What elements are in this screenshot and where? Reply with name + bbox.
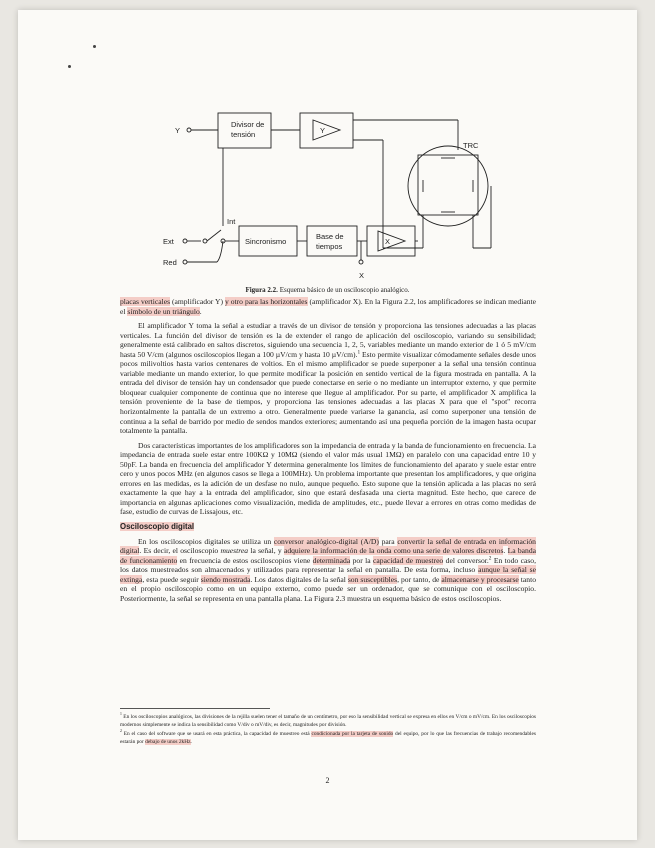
text-run: En todo caso, los datos muestreados son almacenados y utilizados para representar la señal en pantalla. De esta forma, incluso <box>120 555 536 575</box>
paragraph-1 <box>120 297 536 316</box>
text-run: , esta puede seguir <box>142 574 201 584</box>
text-run: En los osciloscopios analógicos, las divisiones de la rejilla suelen tener el tamaño de un centímetro, por eso la sensibilidad vertical se expresa en ellos en V/cm o mV/cm. En los osciloscopios modernos simplemente se indica la sensibilidad como V/div o mV/div, es decir, magnitudes por división. <box>120 714 536 729</box>
speck <box>93 45 96 48</box>
figure-caption-text: Esquema básico de un osciloscopio analógico. <box>277 286 410 294</box>
text-run: . Los datos digitales de la señal <box>250 574 348 584</box>
diagram-label-amp-x: X <box>385 237 391 246</box>
diagram-label-amp-y: Y <box>320 126 326 135</box>
highlight: símbolo de un triángulo <box>127 306 200 316</box>
highlight: adquiere la información de la onda como una serie de valores discretos <box>283 546 504 556</box>
text-run: para <box>378 536 398 546</box>
text-run: Esto permite visualizar cómodamente señales desde unos pocos milivoltios hasta varios centenares de voltios. En el mismo amplificador se puede superponer a la señal una tensión continua variable mediante un mando exterior, lo que permite modificar la posición en sentido vertical de la figura mostrada en pantalla. A la entrada del divisor de tensión hay un condensador que puede conectarse en serie o no mediante un interruptor externo, y que permite bloquear cualquier componente de continua que no interese que llegue al amplificador. Por su parte, el amplificador X amplifica la tensión proveniente de la base de tiempos, y proporciona las tensiones adecuadas a las placas X para que el "spot" recorra horizontalmente la pantalla de un extremo a otro. Generalmente puede variarse la ganancia, así como superponer una tensión de continua a la señal de barrido por medio de sendos mandos exteriores; aumentando así una pequeña porción de la imagen hasta ocupar totalmente la pantalla. <box>120 349 536 436</box>
highlight: siendo mostrada <box>200 574 251 584</box>
oscilloscope-block-diagram <box>163 108 503 288</box>
figure-caption-label: Figura 2.2. <box>245 286 278 294</box>
text-run: El amplificador Y toma la señal a estudiar a través de un divisor de tensión y proporciona las tensiones adecuadas a las placas verticales. La función del divisor de tensión es la de extender el rango de aplicación del osciloscopio, variando su sensibilidad; generalmente está calibrado en saltos discretos, siguiendo una secuencia 1, 2, 5, variables mediante un mando exterior de 1 ó 5 mV/cm hasta 50 V/cm (algunos osciloscopios llegan a 100 µV/cm y hasta 10 µV/cm). <box>120 321 536 359</box>
body-text <box>120 297 536 603</box>
footnote-number: 1 <box>120 712 122 717</box>
document-page <box>18 10 637 840</box>
diagram-label-red: Red <box>163 258 177 267</box>
text-run: (amplificador X). En la Figura 2.2, los amplificadores se indican mediante el <box>120 297 536 316</box>
text-run: . <box>199 306 202 316</box>
text-run: (amplificador Y) <box>170 297 225 306</box>
text-run: del equipo, por lo que las frecuencias de trabajo recomendables estarán por <box>120 730 537 746</box>
highlight: placas verticales <box>120 297 171 306</box>
diagram-label-y-input: Y <box>175 126 181 135</box>
text-run: . <box>190 739 192 746</box>
highlight: almacenarse y procesarse <box>441 574 519 584</box>
diagram-label-ext: Ext <box>163 237 174 246</box>
footnotes <box>120 713 536 747</box>
text-run: la señal, y <box>248 546 284 556</box>
page-number: 2 <box>325 776 330 785</box>
diagram-label-trc: TRC <box>463 141 479 150</box>
footnote-separator <box>120 708 270 709</box>
figure-caption <box>18 286 637 294</box>
highlight: son susceptibles <box>347 574 398 584</box>
footnote-1 <box>120 713 536 730</box>
highlight: aunque la señal se extinga <box>120 565 536 584</box>
text-run: En los osciloscopios digitales se utiliza un <box>138 536 274 546</box>
highlight: Osciloscopio digital <box>120 522 195 532</box>
section-title <box>120 522 536 532</box>
highlight: condicionada por la tarjeta de sonido <box>311 730 394 737</box>
highlight: y otro para las horizontales <box>224 297 308 306</box>
text-run: , por tanto, de <box>397 574 442 584</box>
highlight: conversor analógico-digital (A/D) <box>273 536 379 546</box>
paragraph-2 <box>120 321 536 436</box>
speck <box>68 65 71 68</box>
paragraph-4 <box>120 537 536 604</box>
text-run: . <box>503 546 508 556</box>
diagram-label-sincronismo: Sincronismo <box>245 237 287 246</box>
footnote-ref: 1 <box>357 349 361 356</box>
highlight: determinada <box>312 555 351 565</box>
text-run: tanto en el propio osciloscopio como en un equipo externo, como puede ser un ordenador, que se comunique con el osciloscopio. Posteriormente, la señal se representa en una pantalla plana. La Figura 2.3 muestra un esquema básico de estos osciloscopios. <box>120 574 536 603</box>
text-run: en frecuencia de estos osciloscopios viene <box>177 555 313 565</box>
diagram-label-int: Int <box>227 217 236 226</box>
diagram-label-base-2: tiempos <box>316 242 343 251</box>
text-run: por la <box>350 555 374 565</box>
text-run: . Es decir, el osciloscopio <box>139 546 221 556</box>
diagram-label-x-output: X <box>359 271 365 280</box>
diagram-label-divisor-2: tensión <box>231 130 256 139</box>
highlight: convertir la señal de entrada en información digital <box>120 536 536 556</box>
text-run: muestrea <box>220 546 249 556</box>
text-run: En el caso del software que se usará en esta práctica, la capacidad de muestreo está <box>121 730 312 737</box>
footnote-number: 2 <box>120 729 122 734</box>
highlight: debajo de unos 2kHz <box>145 739 191 746</box>
diagram-label-base-1: Base de <box>316 232 344 241</box>
footnote-2 <box>120 730 536 747</box>
paragraph-3: Dos características importantes de los amplificadores son la impedancia de entrada y la banda de funcionamiento en frecuencia. La impedancia de entrada suele estar entre 100KΩ y 10MΩ (siendo el valor más usual 1MΩ) en paralelo con una capacidad entre 10 y 50pF. La banda en frecuencia del amplificador Y determina generalmente los límites de funcionamiento del aparato y suele estar entre cero y unos pocos MHz (en algunos casos se llega a 100MHz). Un problema importante que presentan los amplificadores, y que origina errores en las medidas, es la adición de un desfase no nulo, aunque pequeño. Esto supone que la tensión aplicada a las placas no será exactamente la que hay a la entrada del amplificador, sino que estará desfasada una cierta magnitud. Este hecho, que carece de importancia en algunas aplicaciones como visualización, medida de amplitudes, etc., puede llevar a errores en otras como medidas de fase, estudio de curvas de Lissajous, etc. <box>120 440 536 517</box>
footnote-ref: 2 <box>488 555 492 562</box>
highlight: La banda de funcionamiento <box>120 546 537 565</box>
diagram-label-divisor-1: Divisor de <box>231 120 265 129</box>
text-run: del conversor. <box>443 555 489 565</box>
highlight: capacidad de muestreo <box>373 555 444 565</box>
